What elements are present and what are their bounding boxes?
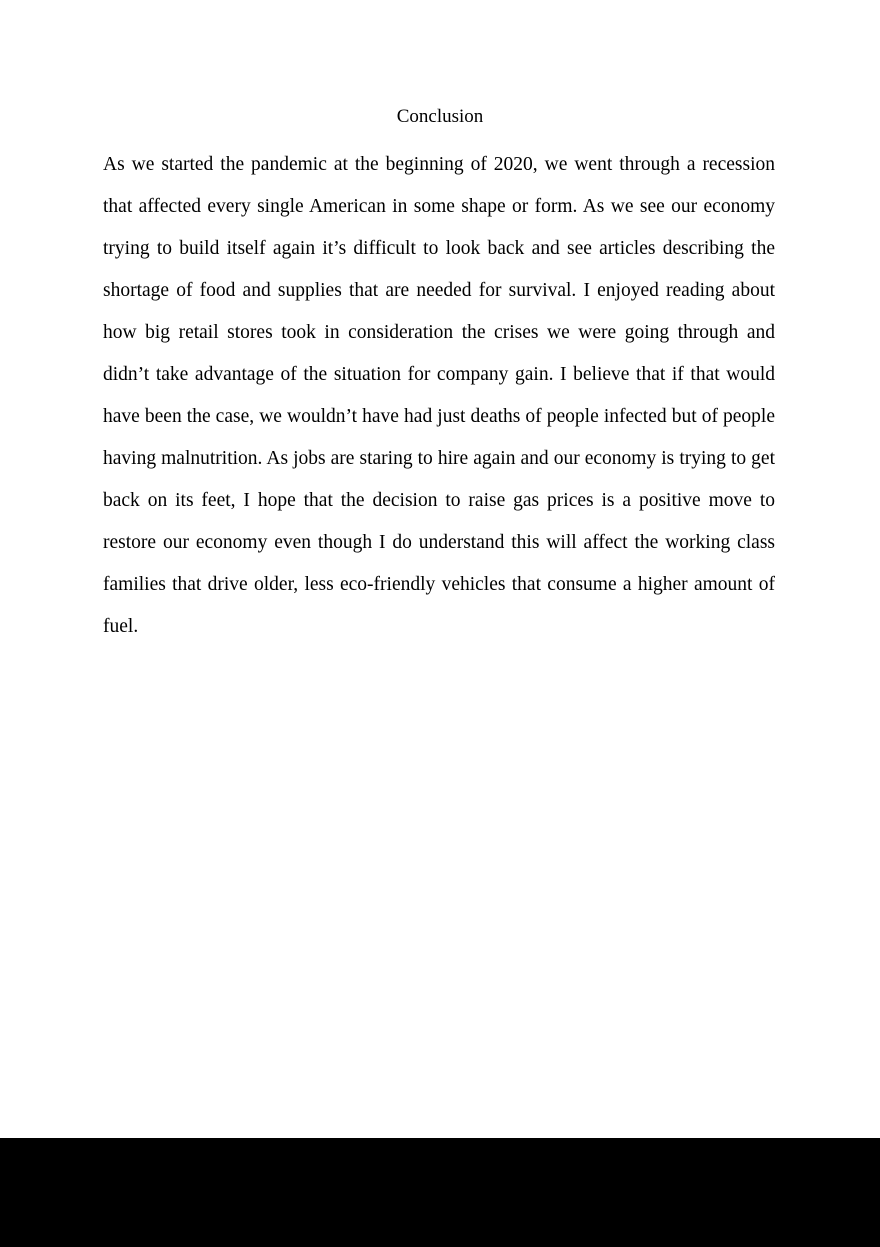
document-body <box>103 144 775 648</box>
body-paragraph: As we started the pandemic at the beginning of 2020, we went through a recession that affected every single American in some shape or form. As we see our economy trying to build itself again it’s difficult to look back and see articles describing the shortage of food and supplies that are needed for survival. I enjoyed reading about how big retail stores took in consideration the crises we were going through and didn’t take advantage of the situation for company gain. I believe that if that would have been the case, we wouldn’t have had just deaths of people infected but of people having malnutrition. As jobs are staring to hire again and our economy is trying to get back on its feet, I hope that the decision to raise gas prices is a positive move to restore our economy even though I do understand this will affect the working class families that drive older, less eco-friendly vehicles that consume a higher amount of fuel. <box>103 154 775 637</box>
page-title: Conclusion <box>396 106 484 127</box>
footer-band <box>0 1138 880 1247</box>
